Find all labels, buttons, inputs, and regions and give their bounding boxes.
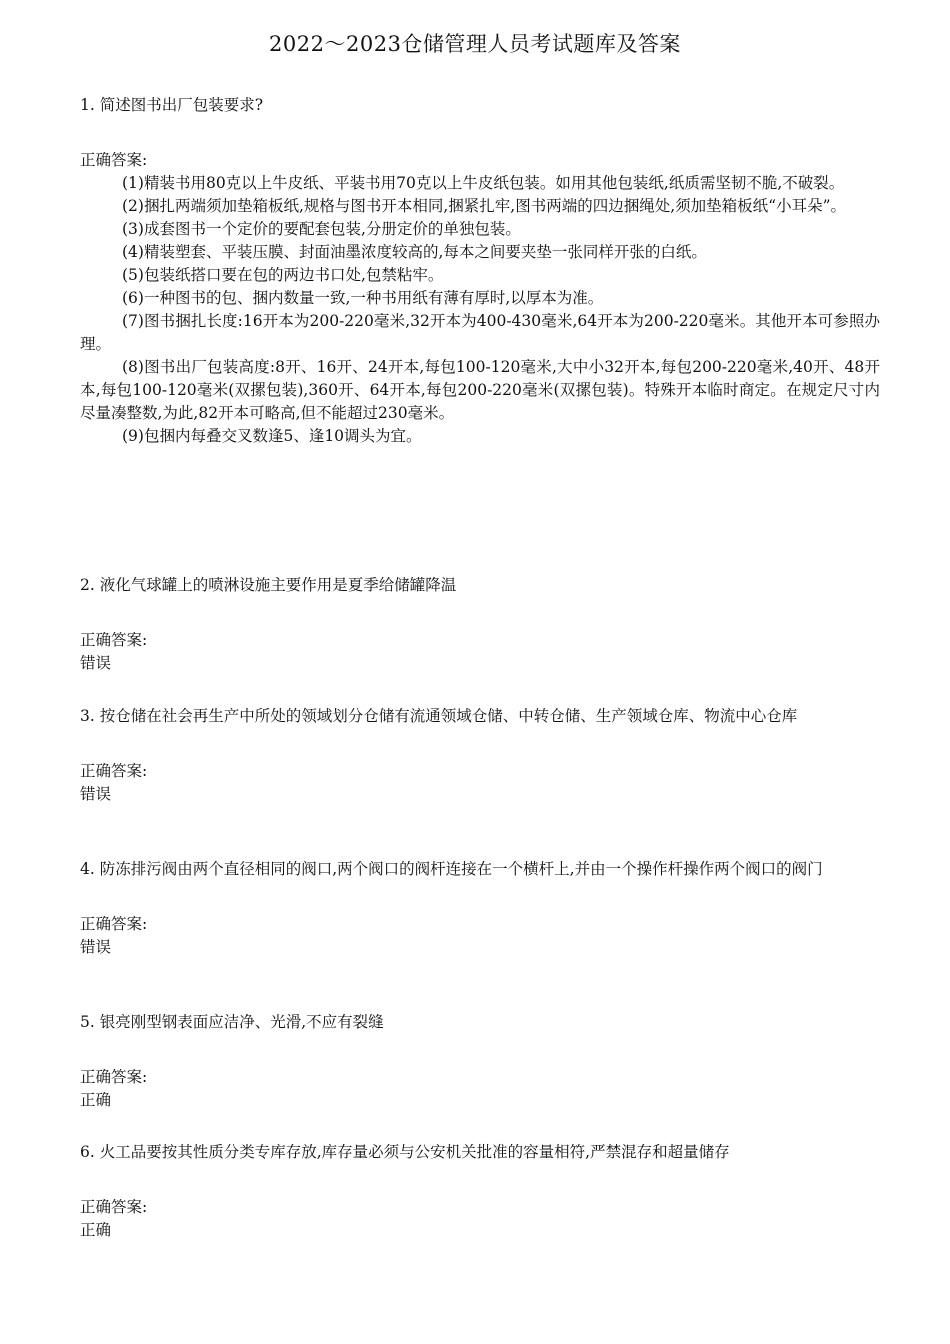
question-text: 5. 银亮刚型钢表面应洁净、光滑,不应有裂缝 [80, 1013, 384, 1031]
answer-paragraph: (2)捆扎两端须加垫箱板纸,规格与图书开本相同,捆紧扎牢,图书两端的四边捆绳处,须加垫箱板纸“小耳朵”。 [122, 197, 847, 215]
answer-text: 正确 [80, 1091, 112, 1109]
answer-paragraph: (1)精装书用80克以上牛皮纸、平装书用70克以上牛皮纸包装。如用其他包装纸,纸质需坚韧不脆,不破裂。 [122, 174, 845, 192]
answer-text: 正确 [80, 1221, 112, 1239]
answer-paragraph: (9)包捆内每叠交叉数逢5、逢10调头为宜。 [122, 427, 422, 445]
answer-label: 正确答案: [80, 762, 148, 780]
question-block-3 [80, 705, 880, 806]
answer-paragraph: (4)精装塑套、平装压膜、封面油墨浓度较高的,每本之间要夹垫一张同样开张的白纸。 [122, 243, 707, 261]
question-text: 3. 按仓储在社会再生产中所处的领域划分仓储有流通领域仓储、中转仓储、生产领域仓库、物流中心仓库 [80, 707, 798, 725]
answer-paragraph: (7)图书捆扎长度:16开本为200-220毫米,32开本为400-430毫米,64开本为200-220毫米。其他开本可参照办理。 [80, 312, 880, 353]
answer-text: 错误 [80, 654, 112, 672]
answer-label: 正确答案: [80, 631, 148, 649]
question-block-5 [80, 1011, 880, 1112]
question-text: 1. 简述图书出厂包装要求? [80, 96, 264, 114]
question-text: 6. 火工品要按其性质分类专库存放,库存量必须与公安机关批准的容量相符,严禁混存和超量储存 [80, 1143, 730, 1161]
answer-label: 正确答案: [80, 1068, 148, 1086]
question-text: 4. 防冻排污阀由两个直径相同的阀口,两个阀口的阀杆连接在一个横杆上,并由一个操作杆操作两个阀口的阀门 [80, 860, 823, 878]
document-title: 2022～2023仓储管理人员考试题库及答案 [269, 32, 681, 56]
answer-label: 正确答案: [80, 151, 148, 169]
answer-label: 正确答案: [80, 1198, 148, 1216]
question-block-4 [80, 858, 880, 959]
answer-text: 错误 [80, 938, 112, 956]
question-block-6 [80, 1141, 880, 1242]
answer-paragraph: (5)包装纸搭口要在包的两边书口处,包禁粘牢。 [122, 266, 444, 284]
answer-text: 错误 [80, 785, 112, 803]
answer-paragraph: (8)图书出厂包装高度:8开、16开、24开本,每包100-120毫米,大中小32开本,每包200-220毫米,40开、48开本,每包100-120毫米(双摞包装),360开、64开本,每包200-220毫米(双摞包装)。特殊开本临时商定。在规定尺寸内尽量凑整数,为此,82开本可略高,但不能超过230毫米。 [80, 358, 880, 422]
answer-paragraph: (3)成套图书一个定价的要配套包装,分册定价的单独包装。 [122, 220, 521, 238]
question-block-2 [80, 574, 880, 675]
question-block-1 [80, 94, 880, 448]
question-text: 2. 液化气球罐上的喷淋设施主要作用是夏季给储罐降温 [80, 576, 457, 594]
answer-label: 正确答案: [80, 915, 148, 933]
answer-paragraph: (6)一种图书的包、捆内数量一致,一种书用纸有薄有厚时,以厚本为准。 [122, 289, 604, 307]
